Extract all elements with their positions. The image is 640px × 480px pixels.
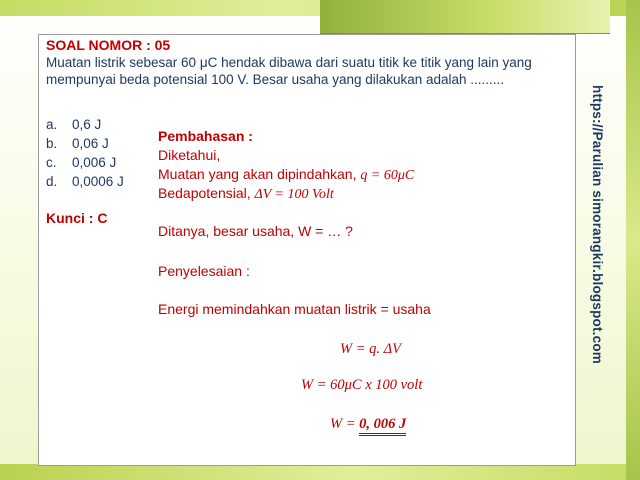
- option-letter: c.: [46, 155, 57, 170]
- content-card: [38, 34, 576, 466]
- formula-result-prefix: W =: [330, 416, 360, 432]
- option-value: 0,06 J: [72, 136, 109, 151]
- option-a: [46, 115, 124, 134]
- option-letter: d.: [46, 174, 58, 189]
- question-text: Muatan listrik sebesar 60 μC hendak dibawa dari suatu titik ke titik yang lain yang mempunyai beda potensial 100 V. Besar usaha yang dilakukan adalah .........: [46, 55, 532, 87]
- option-d: [46, 172, 124, 191]
- option-value: 0,006 J: [72, 155, 117, 170]
- option-value: 0,0006 J: [72, 174, 124, 189]
- charge-line: [158, 166, 414, 184]
- formula-substitution: W = 60μC x 100 volt: [301, 377, 423, 393]
- solution-statement: Energi memindahkan muatan listrik = usaha: [158, 301, 431, 317]
- header-decor-rectangle: [320, 0, 610, 34]
- potential-expression: ΔV = 100 Volt: [254, 187, 334, 202]
- right-decor-strip: [626, 0, 640, 480]
- solution-heading: Pembahasan :: [158, 128, 253, 144]
- formula-work-definition: W = q. ΔV: [340, 341, 401, 357]
- blog-url-watermark: https://Parulian simorangkir.blogspot.com: [590, 85, 605, 364]
- potential-line: [158, 185, 334, 203]
- final-answer: 0, 006 J: [359, 416, 406, 436]
- option-letter: a.: [46, 117, 58, 132]
- option-b: [46, 134, 124, 153]
- answer-options: [46, 115, 124, 191]
- option-value: 0,6 J: [72, 117, 102, 132]
- answer-key: Kunci : C: [46, 210, 108, 226]
- formula-result-line: [330, 416, 406, 433]
- charge-label: Muatan yang akan dipindahkan,: [158, 166, 357, 182]
- option-c: [46, 153, 124, 172]
- option-letter: b.: [46, 136, 58, 151]
- potential-label: Bedapotensial,: [158, 185, 251, 201]
- known-label: Diketahui,: [158, 147, 221, 163]
- problem-title: SOAL NOMOR : 05: [46, 37, 171, 53]
- charge-expression: q = 60μC: [360, 168, 415, 183]
- solution-label: Penyelesaian :: [158, 263, 250, 279]
- bottom-decor-band: [0, 464, 640, 480]
- asked-text: Ditanya, besar usaha, W = … ?: [158, 223, 353, 239]
